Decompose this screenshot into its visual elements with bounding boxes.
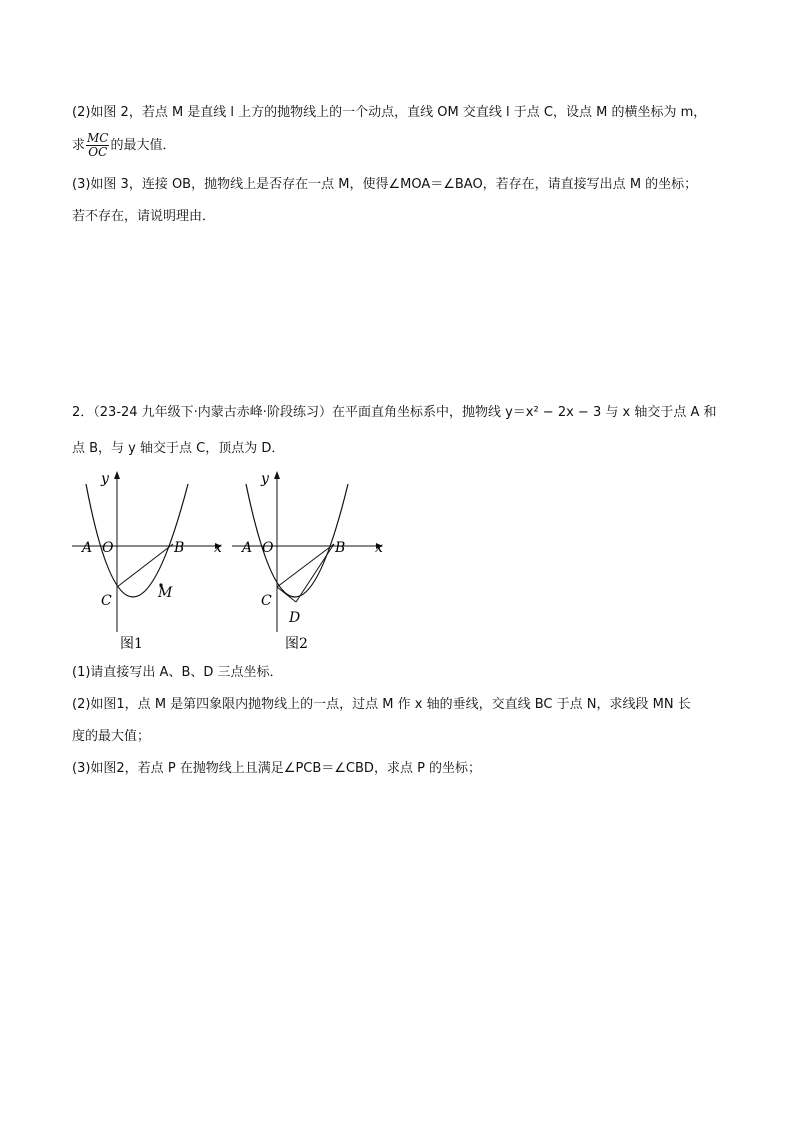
problem2-q2-line2: 度的最大值；	[72, 729, 151, 744]
label-a: A	[82, 540, 93, 556]
fraction-mc-oc	[86, 132, 109, 159]
line-bd	[296, 544, 334, 602]
label-o: O	[102, 540, 114, 556]
y-axis-arrow	[274, 471, 280, 479]
label-m: M	[158, 585, 173, 601]
label-b: B	[335, 540, 346, 556]
figure1-caption: 图1	[120, 636, 143, 652]
label-c: C	[101, 593, 112, 609]
fraction-denominator: OC	[88, 145, 108, 159]
figure2-caption: 图2	[285, 636, 308, 652]
problem2-q1: (1)请直接写出 A、B、D 三点坐标．	[72, 665, 283, 680]
prev-q2-line2	[72, 132, 176, 159]
line-cb	[117, 544, 173, 587]
label-a: A	[242, 540, 253, 556]
label-d: D	[289, 610, 301, 626]
label-y: y	[261, 471, 269, 487]
label-x: x	[375, 540, 383, 556]
problem2-q2-line1: (2)如图1，点 M 是第四象限内抛物线上的一点，过点 M 作 x 轴的垂线，交直线 BC 于点 N，求线段 MN 长	[72, 697, 691, 712]
problem2-q3: (3)如图2，若点 P 在抛物线上且满足∠PCB＝∠CBD，求点 P 的坐标；	[72, 761, 482, 776]
prev-q3-line2: 若不存在，请说明理由．	[72, 209, 216, 224]
prev-q2-pre: 求	[72, 138, 86, 153]
figure-2	[228, 464, 393, 654]
prev-q2-post: 的最大值．	[110, 138, 176, 153]
problem2-header-line1: 2．（23-24 九年级下·内蒙古赤峰·阶段练习）在平面直角坐标系中，抛物线 y＝x² − 2x − 3 与 x 轴交于点 A 和	[72, 405, 717, 420]
label-o: O	[262, 540, 274, 556]
line-cd	[277, 587, 296, 602]
label-b: B	[174, 540, 185, 556]
label-y: y	[101, 471, 109, 487]
fraction-numerator: MC	[87, 131, 109, 145]
problem2-header-line2: 点 B，与 y 轴交于点 C，顶点为 D．	[72, 441, 285, 456]
figure-1	[68, 464, 228, 654]
prev-q3-line1: (3)如图 3，连接 OB，抛物线上是否存在一点 M，使得∠MOA＝∠BAO，若存在，请直接写出点 M 的坐标；	[72, 177, 698, 192]
label-c: C	[261, 593, 272, 609]
line-cb	[277, 544, 334, 587]
y-axis-arrow	[114, 471, 120, 479]
label-x: x	[214, 540, 222, 556]
prev-q2-line1: (2)如图 2，若点 M 是直线 l 上方的抛物线上的一个动点，直线 OM 交直线 l 于点 C，设点 M 的横坐标为 m，	[72, 105, 707, 120]
